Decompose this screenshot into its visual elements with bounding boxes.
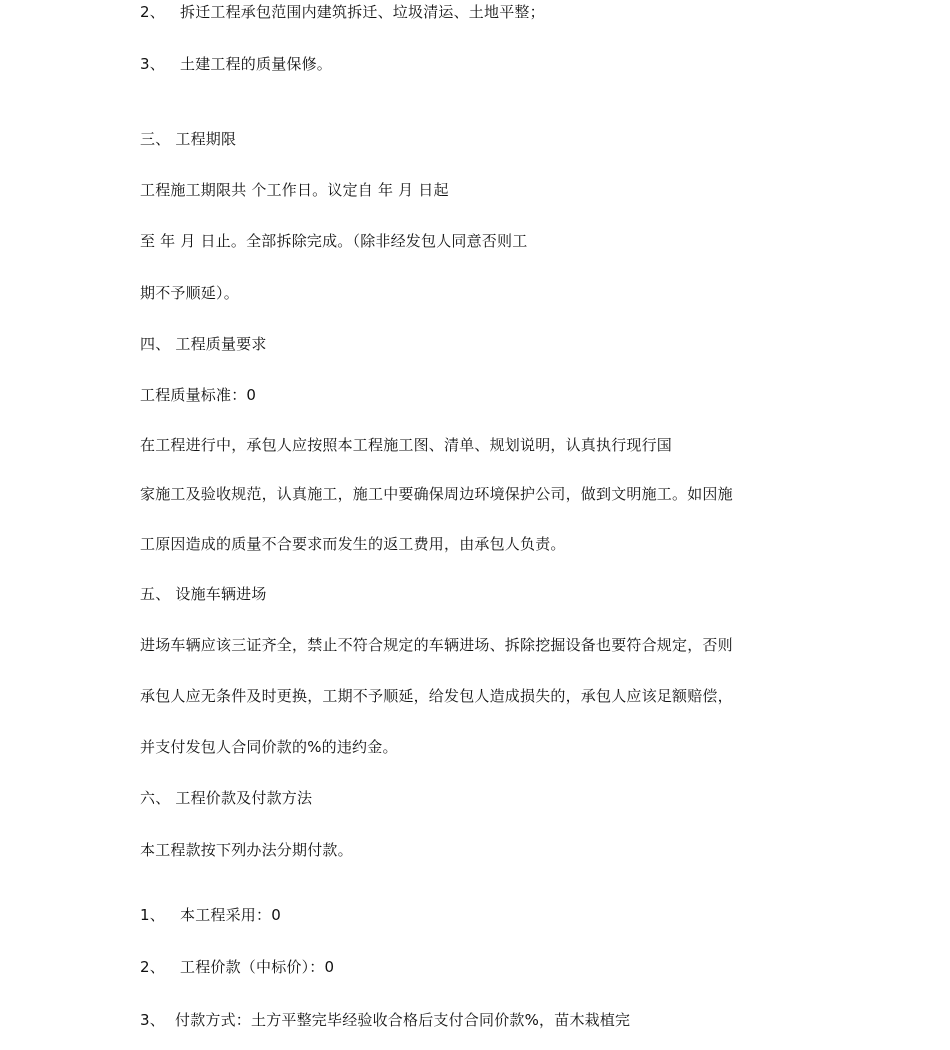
paragraph-line: 至 年 月 日止。全部拆除完成。（除非经发包人同意否则工 — [140, 232, 528, 250]
paragraph-line: 进场车辆应该三证齐全，禁止不符合规定的车辆进场、拆除挖掘设备也要符合规定，否则 — [140, 636, 733, 654]
section-heading-period: 三、 工程期限 — [140, 130, 237, 148]
payment-item-number: 1、 — [140, 906, 165, 924]
paragraph-line: 本工程款按下列办法分期付款。 — [140, 841, 353, 859]
paragraph-line: 工程施工期限共 个工作日。议定自 年 月 日起 — [140, 181, 449, 199]
payment-item-number: 3、 — [140, 1011, 165, 1029]
scope-item-number: 3、 — [140, 55, 165, 73]
scope-item-text: 拆迁工程承包范围内建筑拆迁、垃圾清运、土地平整； — [180, 3, 545, 21]
payment-item-3 — [140, 1010, 630, 1030]
payment-item-number: 2、 — [140, 958, 165, 976]
paragraph-line: 工程质量标准：0 — [140, 386, 257, 404]
payment-item-text: 付款方式：土方平整完毕经验收合格后支付合同价款%，苗木栽植完 — [175, 1011, 631, 1029]
paragraph-line: 在工程进行中，承包人应按照本工程施工图、清单、规划说明，认真执行现行国 — [140, 436, 673, 454]
section-heading-quality: 四、 工程质量要求 — [140, 335, 267, 353]
scope-item-text: 土建工程的质量保修。 — [180, 55, 333, 73]
paragraph-line: 家施工及验收规范，认真施工，施工中要确保周边环境保护公司，做到文明施工。如因施 — [140, 485, 733, 503]
paragraph-line: 承包人应无条件及时更换，工期不予顺延，给发包人造成损失的，承包人应该足额赔偿， — [140, 687, 733, 705]
scope-item-number: 2、 — [140, 3, 165, 21]
paragraph-line: 期不予顺延）。 — [140, 284, 239, 302]
paragraph-line: 并支付发包人合同价款的%的违约金。 — [140, 738, 398, 756]
payment-item-text: 本工程采用：0 — [180, 906, 281, 924]
scope-item-2 — [140, 2, 545, 22]
section-heading-vehicles: 五、 设施车辆进场 — [140, 585, 267, 603]
payment-item-1 — [140, 905, 281, 925]
scope-item-3 — [140, 54, 332, 74]
section-heading-payment: 六、 工程价款及付款方法 — [140, 789, 313, 807]
payment-item-text: 工程价款（中标价）：0 — [180, 958, 335, 976]
payment-item-2 — [140, 957, 334, 977]
paragraph-line: 工原因造成的质量不合要求而发生的返工费用，由承包人负责。 — [140, 535, 566, 553]
